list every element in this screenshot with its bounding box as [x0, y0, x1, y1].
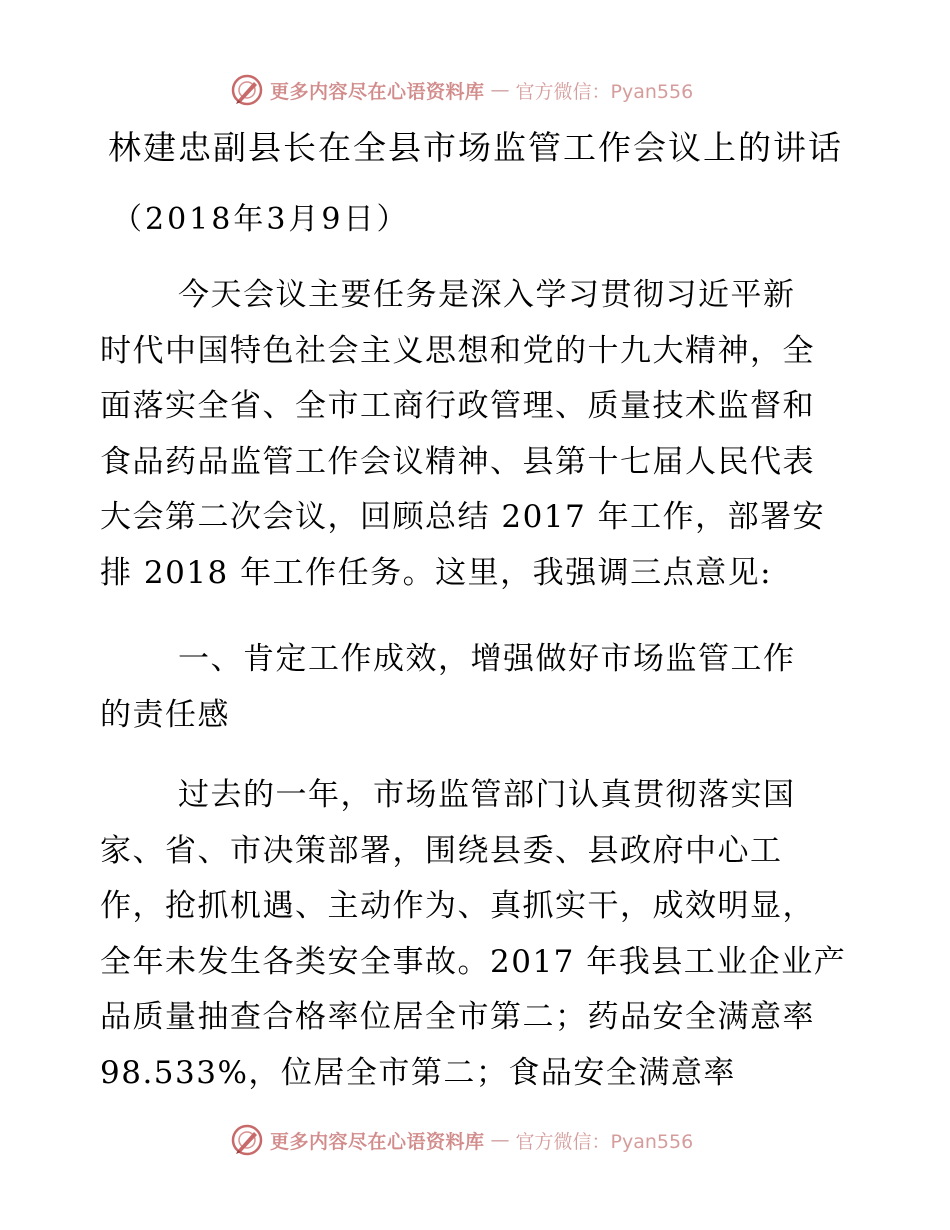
- paragraph-line: 面落实全省、全市工商行政管理、质量技术监督和: [100, 388, 815, 424]
- paragraph-line: 排 2018 年工作任务。这里，我强调三点意见:: [100, 554, 773, 591]
- paragraph-line: 大会第二次会议，回顾总结 2017 年工作，部署安: [100, 499, 826, 535]
- heading-line: 一、肯定工作成效，增强做好市场监管工作: [178, 641, 796, 677]
- paragraph-intro: [100, 268, 860, 601]
- watermark-site-text: 更多内容尽在心语资料库: [270, 80, 485, 103]
- pen-logo-icon: [230, 1123, 264, 1157]
- paragraph-line: 家、省、市决策部署，围绕县委、县政府中心工: [100, 832, 783, 869]
- watermark-separator: —: [490, 1129, 510, 1151]
- paragraph-achievements: [100, 768, 860, 1101]
- watermark-wechat-text: 官方微信：Pyan556: [515, 80, 694, 103]
- watermark-separator: —: [490, 79, 510, 101]
- paragraph-line: 作，抢抓机遇、主动作为、真抓实干，成效明显，: [100, 888, 815, 924]
- paragraph-line: 98.533%，位居全市第二；食品安全满意率: [100, 1054, 736, 1091]
- document-date: （2018年3月9日）: [112, 202, 410, 237]
- footer-watermark: [230, 1120, 693, 1160]
- paragraph-line: 今天会议主要任务是深入学习贯彻习近平新: [178, 277, 796, 313]
- document-title: 林建忠副县长在全县市场监管工作会议上的讲话: [108, 128, 843, 167]
- watermark-wechat-text: 官方微信：Pyan556: [515, 1130, 694, 1153]
- paragraph-line: 全年未发生各类安全事故。2017 年我县工业企业产: [100, 943, 847, 980]
- paragraph-line: 过去的一年，市场监管部门认真贯彻落实国: [178, 777, 796, 813]
- section-heading: [100, 632, 860, 743]
- watermark-site-text: 更多内容尽在心语资料库: [270, 1130, 485, 1153]
- paragraph-line: 时代中国特色社会主义思想和党的十九大精神，全: [100, 332, 815, 369]
- header-watermark: [230, 70, 693, 110]
- paragraph-line: 食品药品监管工作会议精神、县第十七届人民代表: [100, 443, 815, 480]
- heading-line: 的责任感: [100, 696, 230, 733]
- pen-logo-icon: [230, 73, 264, 107]
- paragraph-line: 品质量抽查合格率位居全市第二；药品安全满意率: [100, 999, 815, 1035]
